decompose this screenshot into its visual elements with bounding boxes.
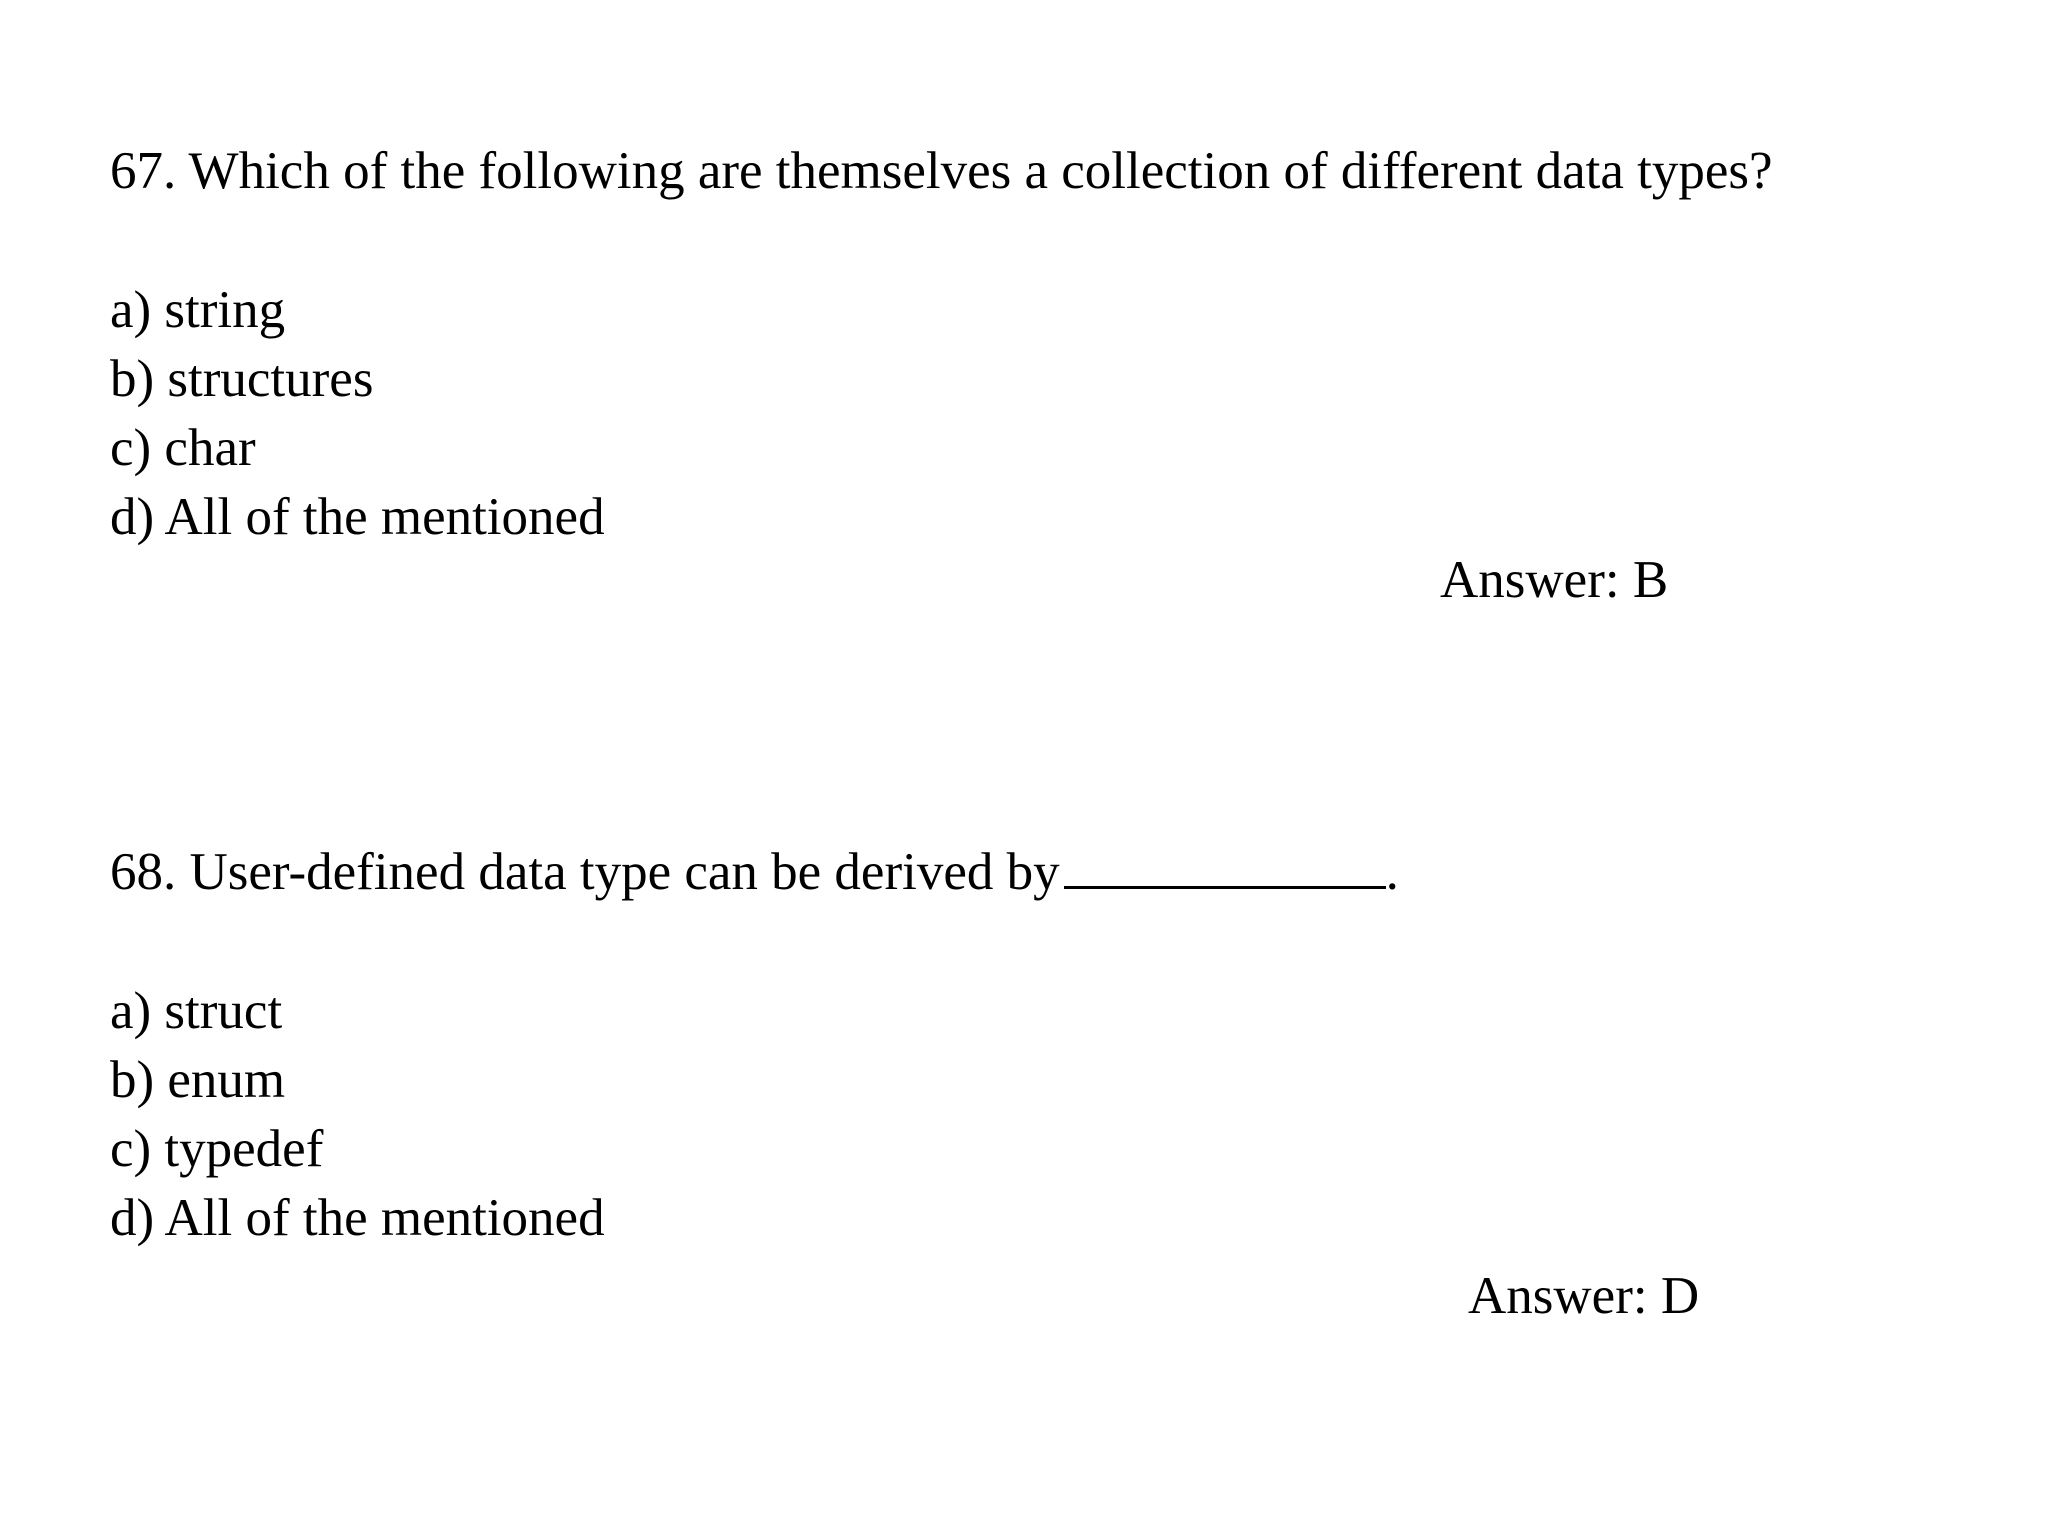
question-67-answer: Answer: B — [1440, 551, 1669, 609]
question-68-prompt: 68. User-defined data type can be derived by — [110, 843, 1060, 901]
question-68-option-c: c) typedef — [110, 1120, 324, 1178]
question-67-prompt: 67. Which of the following are themselves a collection of different data types? — [110, 142, 1773, 200]
fill-in-blank — [1064, 846, 1386, 889]
question-67-option-b: b) structures — [110, 350, 374, 408]
question-68-option-b: b) enum — [110, 1051, 286, 1109]
question-67-option-c: c) char — [110, 419, 256, 477]
question-67-option-d: d) All of the mentioned — [110, 488, 605, 546]
question-68-prompt-line — [110, 843, 1399, 901]
question-68-option-d: d) All of the mentioned — [110, 1189, 605, 1247]
question-68-answer: Answer: D — [1468, 1267, 1700, 1325]
question-67-option-a: a) string — [110, 281, 286, 339]
question-68-prompt-suffix: . — [1385, 843, 1399, 901]
question-68-option-a: a) struct — [110, 982, 283, 1040]
